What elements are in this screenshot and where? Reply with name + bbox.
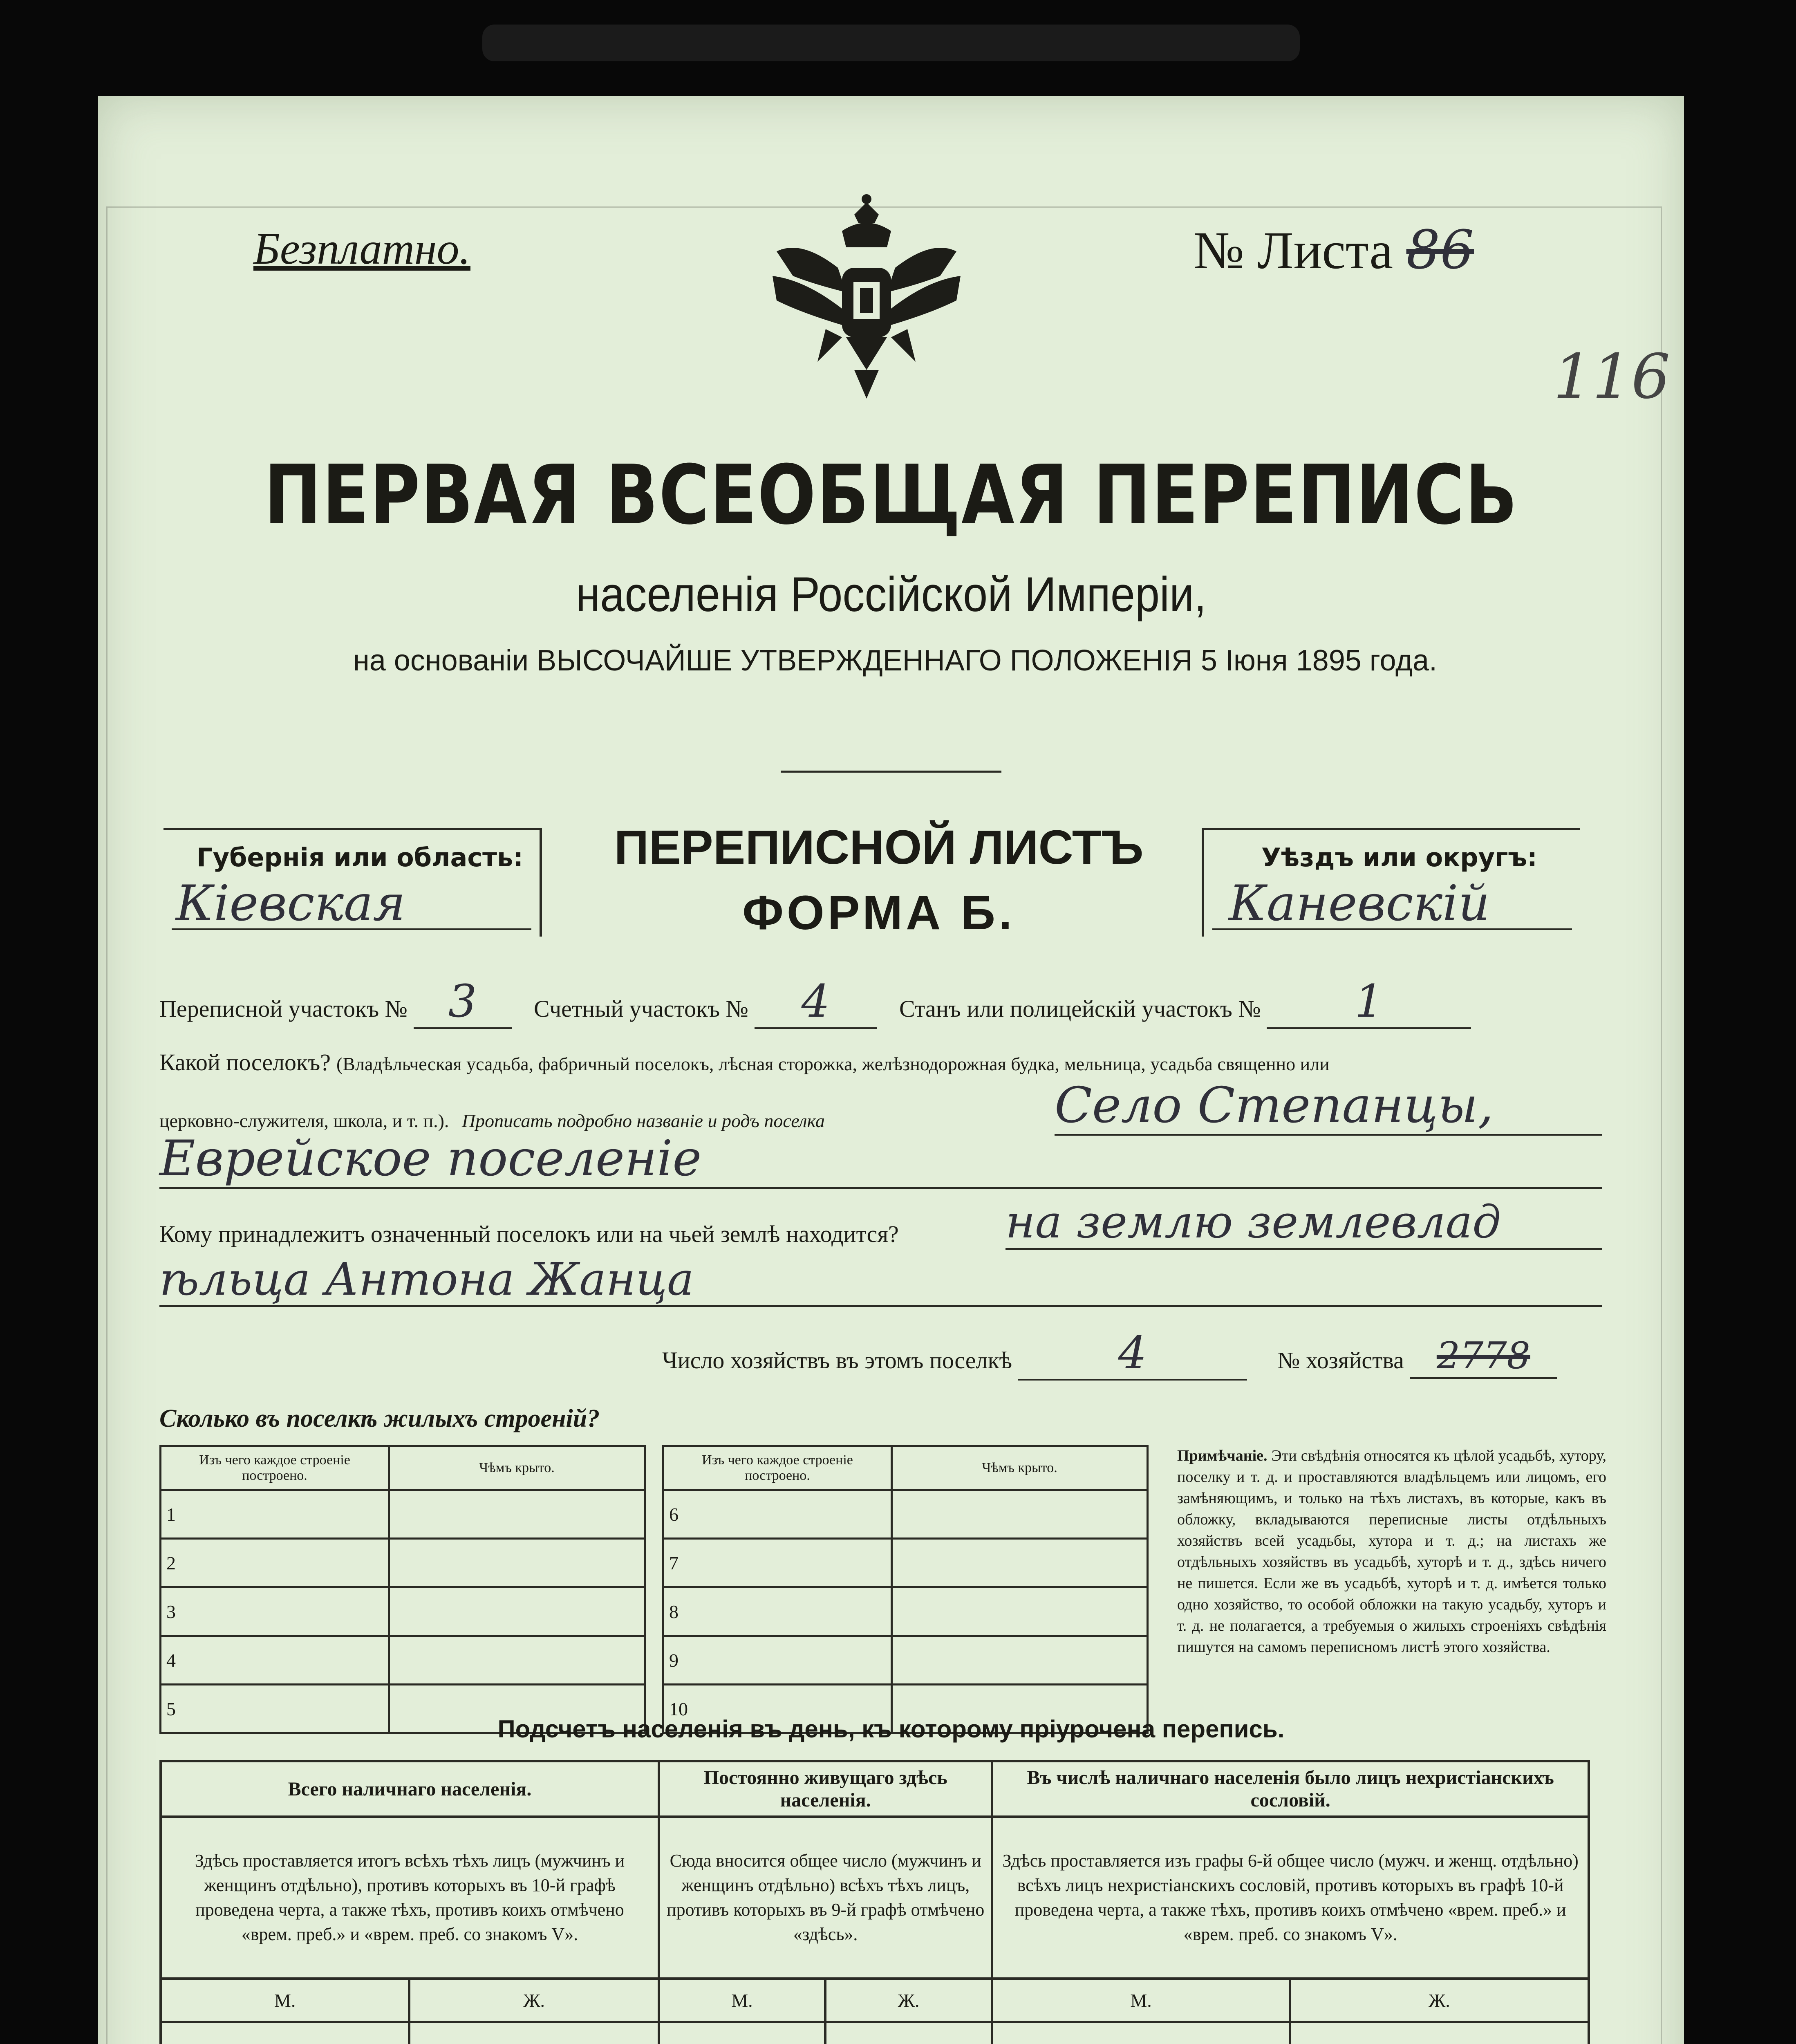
settlement-instruction: Прописать подробно названіе и родъ поселка [461, 1110, 825, 1131]
police-area-value: 1 [1267, 975, 1471, 1029]
settlement-question-row [159, 1049, 1651, 1076]
province-value: Кіевская [176, 875, 405, 932]
owner-value-2: ѣльца Антона Жанца [159, 1253, 1602, 1307]
census-areas-row [159, 975, 1471, 1029]
count-area-value: 4 [755, 975, 877, 1029]
owner-question: Кому принадлежитъ означенный поселокъ или на чьей землѣ находится? [159, 1221, 899, 1247]
margin-number: 116 [1553, 341, 1671, 412]
police-area-label: Станъ или полицейскій участокъ № [899, 995, 1261, 1022]
row-number: 1 [161, 1490, 389, 1539]
male-label: М. [992, 1979, 1290, 2022]
free-label: Безплатно. [253, 224, 470, 273]
buildings-table-right [662, 1445, 1149, 1734]
owner-value: на землю землевлад [1005, 1196, 1602, 1250]
household-no-label: № хозяйства [1277, 1347, 1404, 1374]
table-row [161, 1490, 645, 1539]
census-form-page [98, 96, 1684, 2044]
row-roof-cell[interactable] [389, 1490, 645, 1539]
buildings-table-left [159, 1445, 646, 1734]
form-title-line2: ФОРМА Б. [742, 886, 1015, 940]
row-number: 3 [161, 1587, 389, 1636]
sheet-no-label: № Листа [1194, 221, 1393, 280]
emblem-icon [760, 194, 973, 407]
row-roof-cell[interactable] [892, 1587, 1148, 1636]
row-number: 9 [663, 1636, 892, 1685]
count-area-label: Счетный участокъ № [534, 995, 749, 1022]
row-number: 5 [161, 1685, 389, 1733]
sheet-no-value: 86 [1406, 219, 1474, 281]
households-label: Число хозяйствъ въ этомъ поселкѣ [662, 1347, 1012, 1374]
male-label: М. [161, 1979, 409, 2022]
row-number: 8 [663, 1587, 892, 1636]
table-row [663, 1636, 1148, 1685]
female-label: Ж. [409, 1979, 659, 2022]
census-area-value: 3 [414, 975, 512, 1029]
table-row [161, 1539, 645, 1587]
row-roof-cell[interactable] [892, 1490, 1148, 1539]
form-title-line1: ПЕРЕПИСНОЙ ЛИСТЪ [614, 820, 1144, 874]
population-table [159, 1760, 1590, 2044]
row-roof-cell[interactable] [389, 1636, 645, 1685]
row-number: 4 [161, 1636, 389, 1685]
basis-line: на основаніи ВЫСОЧАЙШЕ УТВЕРЖДЕННАГО ПОЛОЖЕНІЯ 5 Іюня 1895 года. [353, 644, 1437, 677]
col-nonchristian-desc: Здѣсь проставляется изъ графы 6-й общее число (мужч. и женщ. отдѣльно) всѣхъ лицъ нехристіанскихъ сословій, противъ которыхъ въ графѣ 10-й проведена черта, а также тѣхъ, противъ коихъ отмѣчено «врем. преб.» и «врем. преб. со знакомъ V». [992, 1817, 1589, 1979]
district-value: Каневскій [1229, 875, 1490, 932]
permanent-female-cell[interactable] [825, 2022, 992, 2044]
subtitle: населенія Россійской Имперіи, [576, 567, 1207, 622]
scan-label-strip [482, 25, 1300, 61]
table-row [161, 1636, 645, 1685]
sheet-number-label [1194, 219, 1474, 281]
settlement-name-value-2: Еврейское поселеніе [159, 1130, 1602, 1189]
row-roof-cell[interactable] [892, 1636, 1148, 1685]
table-row [663, 1490, 1148, 1539]
household-no-value: 2778 [1410, 1334, 1557, 1379]
nonchristian-female-cell[interactable] [1290, 2022, 1589, 2044]
population-title: Подсчетъ населенія въ день, къ которому пріурочена перепись. [497, 1715, 1285, 1743]
female-label: Ж. [825, 1979, 992, 2022]
col-total-desc: Здѣсь проставляется итогъ всѣхъ тѣхъ лицъ (мужчинъ и женщинъ отдѣльно), противъ которыхъ въ 10-й графѣ проведена черта, а также тѣхъ, противъ коихъ отмѣчено «врем. преб.» и «врем. преб. со знакомъ V». [161, 1817, 659, 1979]
district-label: Уѣздъ или округъ: [1261, 843, 1537, 872]
col-nonchristian-header: Въ числѣ наличнаго населенія было лицъ нехристіанскихъ сословій. [992, 1761, 1589, 1817]
main-title: ПЕРВАЯ ВСЕОБЩАЯ ПЕРЕПИСЬ [264, 448, 1518, 543]
row-number: 7 [663, 1539, 892, 1587]
settlement-question-note-2: церковно-служителя, школа, и т. п.). [159, 1110, 449, 1131]
province-label: Губернія или область: [197, 843, 523, 872]
note-label: Примѣчаніе. [1177, 1447, 1268, 1464]
table-row [161, 1587, 645, 1636]
col-permanent-desc: Сюда вносится общее число (мужчинъ и женщинъ отдѣльно) всѣхъ тѣхъ лицъ, противъ которыхъ въ 9-й графѣ отмѣчено «здѣсь». [659, 1817, 992, 1979]
settlement-question: Какой поселокъ? [159, 1049, 331, 1076]
province-box [163, 828, 542, 937]
settlement-name-value: Село Степанцы, [1055, 1077, 1602, 1136]
province-underline [172, 928, 531, 930]
total-female-cell[interactable] [409, 2022, 659, 2044]
table-row [663, 1587, 1148, 1636]
note-text: Эти свѣдѣнія относятся къ цѣлой усадьбѣ, хутору, поселку и т. д. и проставляются владѣльцемъ или лицомъ, его замѣняющимъ, и только на тѣхъ листахъ, въ которые, какъ въ обложку, вкладываются переписные листы отдѣльныхъ хозяйствъ всей усадьбы, хутора и т. д.; на листахъ же отдѣльныхъ хозяйствъ въ усадьбѣ, хуторѣ и т. д., здѣсь ничего не пишется. Если же въ усадьбѣ, хуторѣ и т. д. имѣется только одно хозяйство, то особой обложки на такую усадьбу, хуторъ и т. д. не полагается, а требуемыя о жилыхъ строеніяхъ свѣдѣнія пишутся на самомъ переписномъ листѣ этого хозяйства. [1177, 1447, 1607, 1656]
buildings-question: Сколько въ поселкѣ жилыхъ строеній? [159, 1405, 600, 1432]
col-total-header: Всего наличнаго населенія. [161, 1761, 659, 1817]
buildings-col-material: Изъ чего каждое строеніе построено. [663, 1446, 892, 1490]
permanent-male-cell[interactable] [659, 2022, 825, 2044]
settlement-question-note: (Владѣльческая усадьба, фабричный поселокъ, лѣсная сторожка, желѣзнодорожная будка, мельница, усадьба священно или [336, 1053, 1330, 1074]
households-row [662, 1327, 1557, 1381]
census-area-label: Переписной участокъ № [159, 995, 408, 1022]
col-permanent-header: Постоянно живущаго здѣсь населенія. [659, 1761, 992, 1817]
households-value: 4 [1018, 1327, 1247, 1381]
buildings-col-material: Изъ чего каждое строеніе построено. [161, 1446, 389, 1490]
table-row [663, 1539, 1148, 1587]
nonchristian-male-cell[interactable] [992, 2022, 1290, 2044]
row-number: 2 [161, 1539, 389, 1587]
note-block [1177, 1445, 1606, 1658]
buildings-col-roof: Чѣмъ крыто. [892, 1446, 1148, 1490]
male-label: М. [659, 1979, 825, 2022]
title-divider [781, 771, 1001, 773]
buildings-col-roof: Чѣмъ крыто. [389, 1446, 645, 1490]
row-roof-cell[interactable] [389, 1539, 645, 1587]
settlement-question-row-2 [159, 1110, 825, 1132]
row-number: 10 [663, 1685, 892, 1733]
row-roof-cell[interactable] [892, 1539, 1148, 1587]
female-label: Ж. [1290, 1979, 1589, 2022]
district-underline [1212, 928, 1572, 930]
district-box [1202, 828, 1580, 937]
row-roof-cell[interactable] [389, 1587, 645, 1636]
row-number: 6 [663, 1490, 892, 1539]
total-male-cell[interactable] [161, 2022, 409, 2044]
